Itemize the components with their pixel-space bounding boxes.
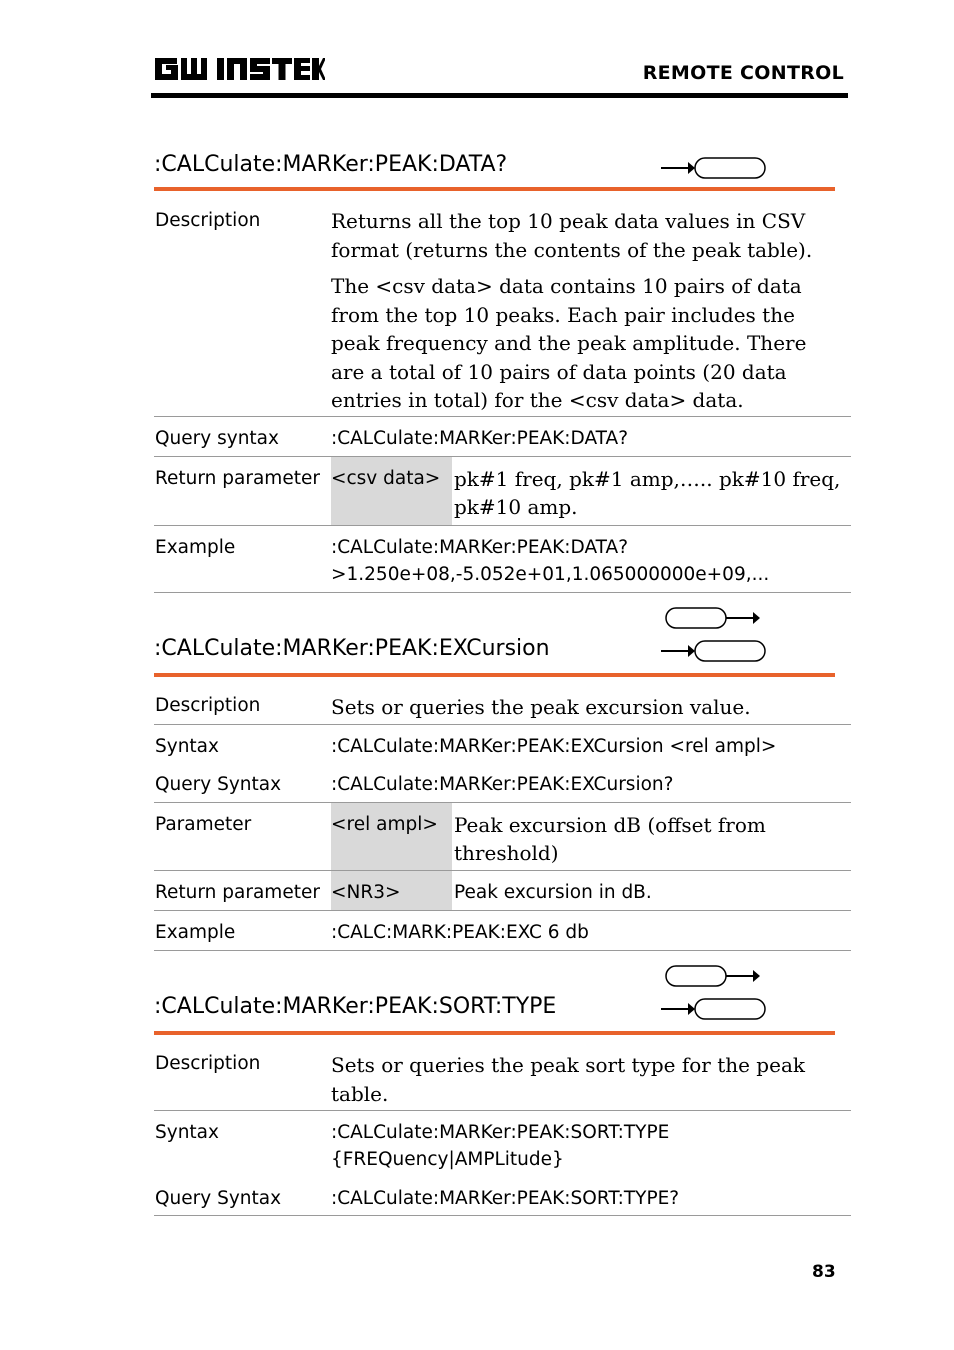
- return-parameter-name: <csv data>: [331, 468, 441, 489]
- section-title-peak-sort-type: :CALCulate:MARKer:PEAK:SORT:TYPE: [154, 994, 557, 1019]
- query-syntax-value: :CALCulate:MARKer:PEAK:EXCursion?: [331, 774, 674, 795]
- example-line: >1.250e+08,-5.052e+01,1.065000000e+09,...: [331, 564, 770, 585]
- section-title-peak-data: :CALCulate:MARKer:PEAK:DATA?: [154, 152, 508, 177]
- row-divider: [154, 592, 851, 593]
- return-parameter-name: <NR3>: [331, 882, 401, 903]
- syntax-label: Syntax: [155, 736, 219, 757]
- query-syntax-label: Query Syntax: [155, 774, 282, 795]
- row-divider: [154, 910, 851, 911]
- section-title-peak-excursion: :CALCulate:MARKer:PEAK:EXCursion: [154, 636, 550, 661]
- description-text: Sets or queries the peak sort type for the peak table.: [331, 1053, 805, 1106]
- query-syntax-value: :CALCulate:MARKer:PEAK:DATA?: [331, 428, 629, 449]
- return-parameter-desc: Peak excursion in dB.: [454, 882, 652, 903]
- gw-instek-logo: [153, 54, 325, 84]
- row-divider: [154, 416, 851, 417]
- example-label: Example: [155, 922, 236, 943]
- syntax-label: Syntax: [155, 1122, 219, 1143]
- set-icon: [664, 962, 764, 990]
- description-label: Description: [155, 1053, 261, 1074]
- description-text: Returns all the top 10 peak data values in CSV format (returns the contents of the peak table).: [331, 209, 813, 262]
- row-divider: [154, 870, 851, 871]
- example-label: Example: [155, 537, 236, 558]
- parameter-label: Parameter: [155, 814, 252, 835]
- row-divider: [154, 724, 851, 725]
- section-divider: [154, 187, 835, 191]
- section-divider: [154, 673, 835, 677]
- page-number: 83: [812, 1262, 836, 1282]
- header-rule: [151, 93, 848, 98]
- query-icon: [660, 995, 768, 1023]
- section-divider: [154, 1031, 835, 1035]
- return-parameter-desc: pk#1 freq, pk#1 amp,….. pk#10 freq, pk#10 amp.: [454, 467, 841, 519]
- row-divider: [154, 950, 851, 951]
- syntax-value: :CALCulate:MARKer:PEAK:EXCursion <rel ampl>: [331, 736, 777, 757]
- parameter-desc: Peak excursion dB (offset from threshold): [454, 813, 766, 865]
- parameter-name: <rel ampl>: [331, 814, 438, 835]
- example-line: :CALC:MARK:PEAK:EXC 6 db: [331, 922, 589, 943]
- header-section-title: REMOTE CONTROL: [642, 62, 844, 84]
- description-text: The <csv data> data contains 10 pairs of data from the top 10 peaks. Each pair includes the peak frequency and the peak amplitude. There are a total of 10 pairs of data points (20 data entries in total) for the <csv data> data.: [331, 274, 807, 412]
- row-divider: [154, 1110, 851, 1111]
- description-label: Description: [155, 695, 261, 716]
- query-icon: [660, 637, 768, 665]
- query-syntax-label: Query syntax: [155, 428, 279, 449]
- syntax-value: {FREQuency|AMPLitude}: [331, 1149, 564, 1170]
- query-syntax-value: :CALCulate:MARKer:PEAK:SORT:TYPE?: [331, 1188, 680, 1209]
- return-parameter-label: Return parameter: [155, 882, 320, 903]
- row-divider: [154, 525, 851, 526]
- query-syntax-label: Query Syntax: [155, 1188, 282, 1209]
- return-parameter-label: Return parameter: [155, 468, 320, 489]
- description-label: Description: [155, 210, 261, 231]
- set-icon: [664, 604, 764, 632]
- row-divider: [154, 1215, 851, 1216]
- row-divider: [154, 802, 851, 803]
- syntax-value: :CALCulate:MARKer:PEAK:SORT:TYPE: [331, 1122, 670, 1143]
- example-line: :CALCulate:MARKer:PEAK:DATA?: [331, 537, 629, 558]
- description-text: Sets or queries the peak excursion value.: [331, 695, 751, 719]
- row-divider: [154, 456, 851, 457]
- query-icon: [660, 154, 768, 182]
